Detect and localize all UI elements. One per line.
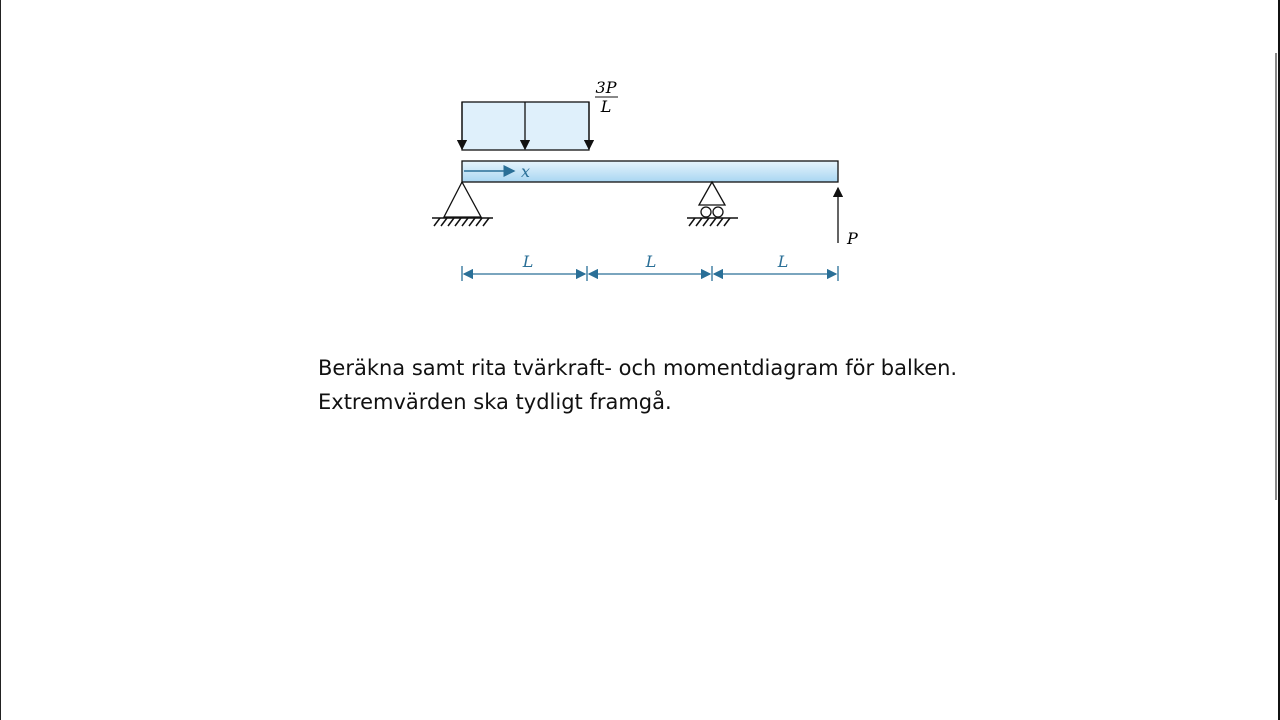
pin-support	[432, 182, 493, 226]
task-line-2: Extremvärden ska tydligt framgå.	[318, 390, 672, 414]
x-axis-label: x	[521, 162, 531, 181]
task-line-1: Beräkna samt rita tvärkraft- och momentdiagram för balken.	[318, 356, 958, 380]
roller-support	[687, 182, 738, 226]
load-label-denominator: L	[600, 97, 612, 116]
beam	[462, 161, 838, 182]
span-label-3: L	[777, 252, 789, 271]
point-force-label: P	[847, 229, 858, 248]
span-label-2: L	[645, 252, 657, 271]
span-label-1: L	[522, 252, 534, 271]
scrollbar[interactable]	[1275, 53, 1277, 500]
distributed-load	[462, 102, 589, 150]
load-label-numerator: 3P	[595, 78, 617, 97]
